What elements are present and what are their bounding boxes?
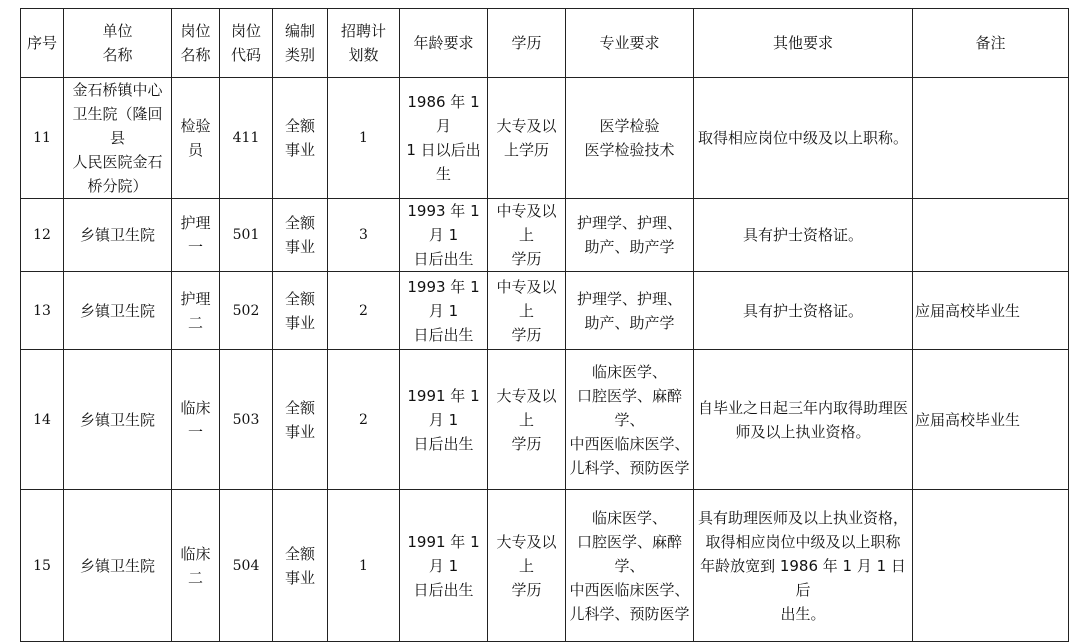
unit-cell: 乡镇卫生院 (64, 490, 172, 642)
major-cell: 医学检验 医学检验技术 (566, 78, 694, 199)
header-cell: 学历 (488, 9, 566, 78)
other-cell: 自毕业之日起三年内取得助理医 师及以上执业资格。 (694, 350, 913, 490)
header-cell: 备注 (913, 9, 1069, 78)
header-cell: 岗位 名称 (172, 9, 220, 78)
code-cell: 502 (220, 272, 273, 350)
post-cell: 检验 员 (172, 78, 220, 199)
code-cell: 503 (220, 350, 273, 490)
other-cell: 具有助理医师及以上执业资格， 取得相应岗位中级及以上职称 年龄放宽到 1986 年 1 月 1 日后 出生。 (694, 490, 913, 642)
table-row (21, 78, 1069, 199)
unit-cell: 乡镇卫生院 (64, 272, 172, 350)
major-cell: 护理学、护理、 助产、助产学 (566, 272, 694, 350)
header-cell: 专业要求 (566, 9, 694, 78)
major-cell: 临床医学、 口腔医学、麻醉学、 中西医临床医学、 儿科学、预防医学 (566, 350, 694, 490)
post-cell: 临床二 (172, 490, 220, 642)
recruitment-table (20, 8, 1069, 642)
count-cell: 2 (328, 272, 400, 350)
header-cell: 招聘计 划数 (328, 9, 400, 78)
post-cell: 护理二 (172, 272, 220, 350)
unit-cell: 乡镇卫生院 (64, 199, 172, 272)
count-cell: 2 (328, 350, 400, 490)
count-cell: 1 (328, 490, 400, 642)
age-cell: 1993 年 1 月 1 日后出生 (400, 199, 488, 272)
table-row (21, 490, 1069, 642)
note-cell: 应届高校毕业生 (913, 350, 1069, 490)
major-cell: 临床医学、 口腔医学、麻醉学、 中西医临床医学、 儿科学、预防医学 (566, 490, 694, 642)
seq-cell: 15 (21, 490, 64, 642)
type-cell: 全额 事业 (273, 78, 328, 199)
edu-cell: 中专及以上 学历 (488, 272, 566, 350)
age-cell: 1991 年 1 月 1 日后出生 (400, 350, 488, 490)
age-cell: 1991 年 1 月 1 日后出生 (400, 490, 488, 642)
type-cell: 全额 事业 (273, 199, 328, 272)
code-cell: 504 (220, 490, 273, 642)
unit-cell: 乡镇卫生院 (64, 350, 172, 490)
type-cell: 全额 事业 (273, 272, 328, 350)
major-cell: 护理学、护理、 助产、助产学 (566, 199, 694, 272)
post-cell: 临床一 (172, 350, 220, 490)
seq-cell: 13 (21, 272, 64, 350)
other-cell: 具有护士资格证。 (694, 199, 913, 272)
code-cell: 501 (220, 199, 273, 272)
table-row (21, 350, 1069, 490)
note-cell: 应届高校毕业生 (913, 272, 1069, 350)
other-cell: 取得相应岗位中级及以上职称。 (694, 78, 913, 199)
type-cell: 全额 事业 (273, 350, 328, 490)
edu-cell: 中专及以上 学历 (488, 199, 566, 272)
header-cell: 年龄要求 (400, 9, 488, 78)
unit-cell: 金石桥镇中心 卫生院（隆回县 人民医院金石 桥分院） (64, 78, 172, 199)
edu-cell: 大专及以 上学历 (488, 78, 566, 199)
age-cell: 1986 年 1 月 1 日以后出 生 (400, 78, 488, 199)
table-row (21, 272, 1069, 350)
note-cell (913, 490, 1069, 642)
seq-cell: 11 (21, 78, 64, 199)
header-cell: 序号 (21, 9, 64, 78)
note-cell (913, 199, 1069, 272)
header-row (21, 9, 1069, 78)
code-cell: 411 (220, 78, 273, 199)
type-cell: 全额 事业 (273, 490, 328, 642)
other-cell: 具有护士资格证。 (694, 272, 913, 350)
header-cell: 岗位 代码 (220, 9, 273, 78)
edu-cell: 大专及以上 学历 (488, 350, 566, 490)
seq-cell: 12 (21, 199, 64, 272)
age-cell: 1993 年 1 月 1 日后出生 (400, 272, 488, 350)
header-cell: 其他要求 (694, 9, 913, 78)
table-row (21, 199, 1069, 272)
count-cell: 1 (328, 78, 400, 199)
seq-cell: 14 (21, 350, 64, 490)
post-cell: 护理一 (172, 199, 220, 272)
edu-cell: 大专及以上 学历 (488, 490, 566, 642)
header-cell: 编制 类别 (273, 9, 328, 78)
note-cell (913, 78, 1069, 199)
count-cell: 3 (328, 199, 400, 272)
header-cell: 单位 名称 (64, 9, 172, 78)
